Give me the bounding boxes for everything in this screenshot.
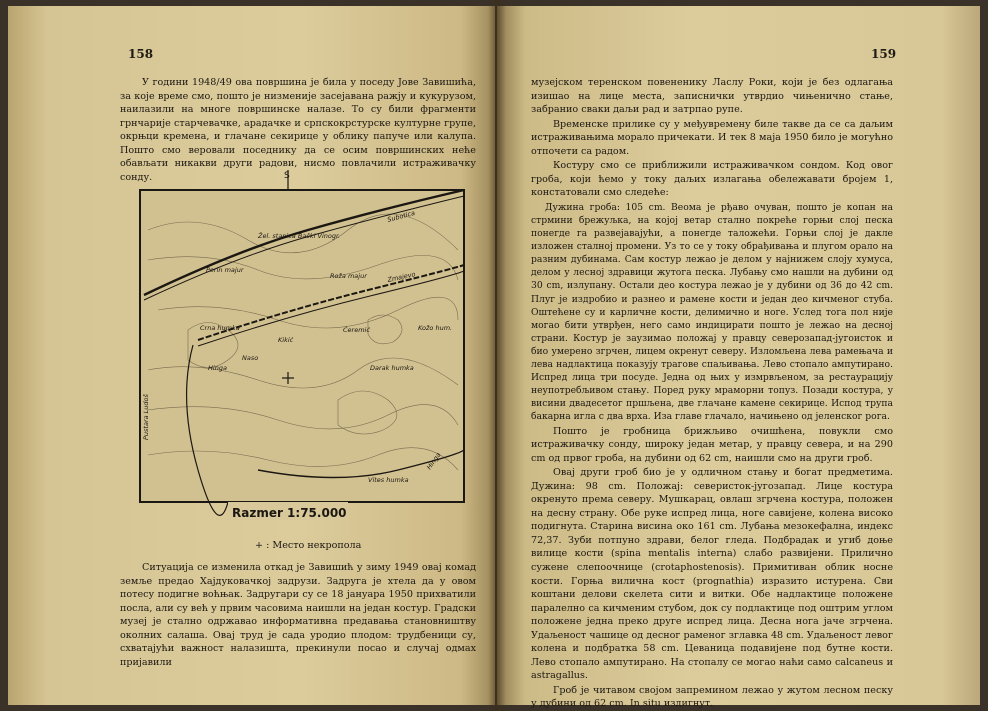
north-mark: S: [284, 171, 290, 181]
map-label: Vites humka: [368, 476, 409, 484]
grave-1-description: [531, 201, 893, 424]
map-label: Hinga: [425, 451, 443, 472]
map-label: Darak humka: [370, 364, 414, 372]
right-page-text: [531, 76, 893, 711]
map-label: Subotica: [386, 208, 416, 224]
paragraph: Ситуација се изменила откад је Завишић у зиму 1949 овај комад земље предао Хајдуковачкој задрузи. Задруга је хтела да у овом потесу подигне воћњак. Задругари су се 18 јануара 1950 прихватили посла, али су већ у првим часовима наишли на један костур. Градски музеј је стално одржавао информативна предавања становништву околних салаша. Овај труд је сада уродио плодом: трудбеници су, схватајући важност налазишта, прекинули посао и случај одмах пријавили: [120, 562, 476, 668]
left-bottom-text: [120, 561, 476, 670]
map-label: Naso: [242, 354, 259, 362]
left-top-text: [120, 76, 476, 185]
map-label: Roža majur: [330, 272, 367, 280]
paragraph: Пошто је гробница брижљиво очишћена, повукли смо истраживачку сонду, широку један метар, у правцу севера, и на 290 cm од првог гроба, на дубини од 62 cm, наишли смо на други гроб.: [531, 425, 893, 464]
paragraph: Дужина гроба: 105 cm. Веома је рђаво очуван, пошто је копан на стрмини брежуљка, на којој ветар стално покреће горњи слој песка понегде га развејавајући, а понегде таложећи. Горњи слој је дакле изложен сталној промени. Уз то се у току обрађивања и плугом орало на разним дубинама. Сам костур лежао је делом у најнижем слоју хумуса, делом у лесној здравици жутога песка. Лубању смо нашли на дубини од 30 cm, излупану. Остали део костура лежао је у дубини од 36 до 42 cm. Плуг је издробио и разнео и рамене кости и један део кичменог стуба. Оштећене су и карличне кости, делимично и ноге. Услед тога пол није могао бити утврђен, него само индицирати пошто је лежао на десној страни. Костур је заузимао положај у правцу северозапад-југоисток и био умерено згрчен, лицем окренут северу. Изломљена лева рамењача и лева надлактица показују трагове спаљивања. Лево стопало ампутирано. Испред лица три посуде. Једна од њих у измрвљеном, за рестаурацију неупотребљивом стању. Поред руку мраморни топуз. Позади костура, у висини двадесетог пршљена, две глачане камене секирице. Испод трупа бакарна игла с два врха. Иза главе глачало, начињено од јеленског рога.: [531, 201, 893, 423]
map-label: Zmajevo: [386, 270, 417, 284]
left-page-number: 158: [128, 47, 154, 61]
map-label: Kikić: [278, 336, 294, 344]
paragraph: Гроб је читавом својом запремином лежао у жутом лесном песку у дубини од 62 cm. In situ издигнут.: [531, 684, 893, 710]
paragraph: Овај други гроб био је у одличном стању и богат предметима. Дужина: 98 cm. Положај: северисток-југозапад. Лице костура окренуто према северу. Мушкарац, овлаш згрчена костура, положен на десну страну. Обе руке испред лица, ноге савијене, колена високо подигнута. Старина висина око 161 cm. Лубања мезокефална, индекс 72,37. Зуби потпуно здрави, белог гледа. Подбрадак и угиб доње вилице кости (spina mentalis interna) слабо развијени. Прилично сужене слепоочнице (crotaphostenosis). Примитиван облик носне кости. Горња вилична кост (prognathia) изразито истурена. Сви коштани делови скелета сити и витки. Обе надлактице положене паралелно са кичменим стубом, док су подлактице под оштрим углом положене једна преко друге испред лица. Десна нога јаче згрчена. Удаљеност чашице од десног раменог зглавка 48 cm. Удаљеност левог колена и подбратка 58 cm. Цеваница подавијене под бутне кости. Лево стопало ампутирано. На стопалу се могао наћи само calcaneus и astragallus.: [531, 467, 893, 682]
map-label: Kožo hum.: [418, 324, 453, 332]
paragraph: Костуру смо се приближили истраживачком сондом. Код овог гроба, који ћемо у току даљих излагања обележавати бројем 1, констатовали смо следеће:: [531, 160, 893, 199]
map-label: Perin majur: [206, 266, 244, 274]
map-scale: Razmer 1:75.000: [232, 506, 347, 520]
map-label: Žel. stanica Bački Vinogr.: [258, 232, 341, 240]
map-label: Pustara Ludoš: [142, 394, 150, 440]
map-label: Crna humka: [200, 324, 240, 332]
paragraph: Временске прилике су у међувремену биле такве да се са даљим истраживањима морало причекати. И тек 8 маја 1950 било је могућно отпочети са радом.: [531, 118, 893, 157]
book-gutter: [488, 0, 506, 711]
paragraph: музејском теренском повененику Ласлу Роки, који је без одлагања изишао на лице места, записнички утврдио чињенично стање, забранио сваки даљи рад и затрпао рупе.: [531, 77, 893, 116]
paragraph: У години 1948/49 ова површина је била у поседу Јове Завишића, за које време смо, пошто је низменије засејавана ражју и кукурузом, наилазили на многе површинске налазе. То су били фрагменти грнчарије старчевачке, арадачке и српскокрстурске културне групе, окрњци кремена, и глачане секирице у облику папуче или калупа. Пошто смо веровали поседнику да се осим површинских неће обављати никакви други радови, нисмо повлачили истраживачку сонду.: [120, 77, 476, 183]
site-map: [138, 170, 466, 522]
map-label: Ćeremić: [343, 326, 370, 334]
right-page-number: 159: [871, 47, 897, 61]
map-caption: + : Место некропола: [255, 540, 362, 551]
map-label: Hinga: [208, 364, 227, 372]
